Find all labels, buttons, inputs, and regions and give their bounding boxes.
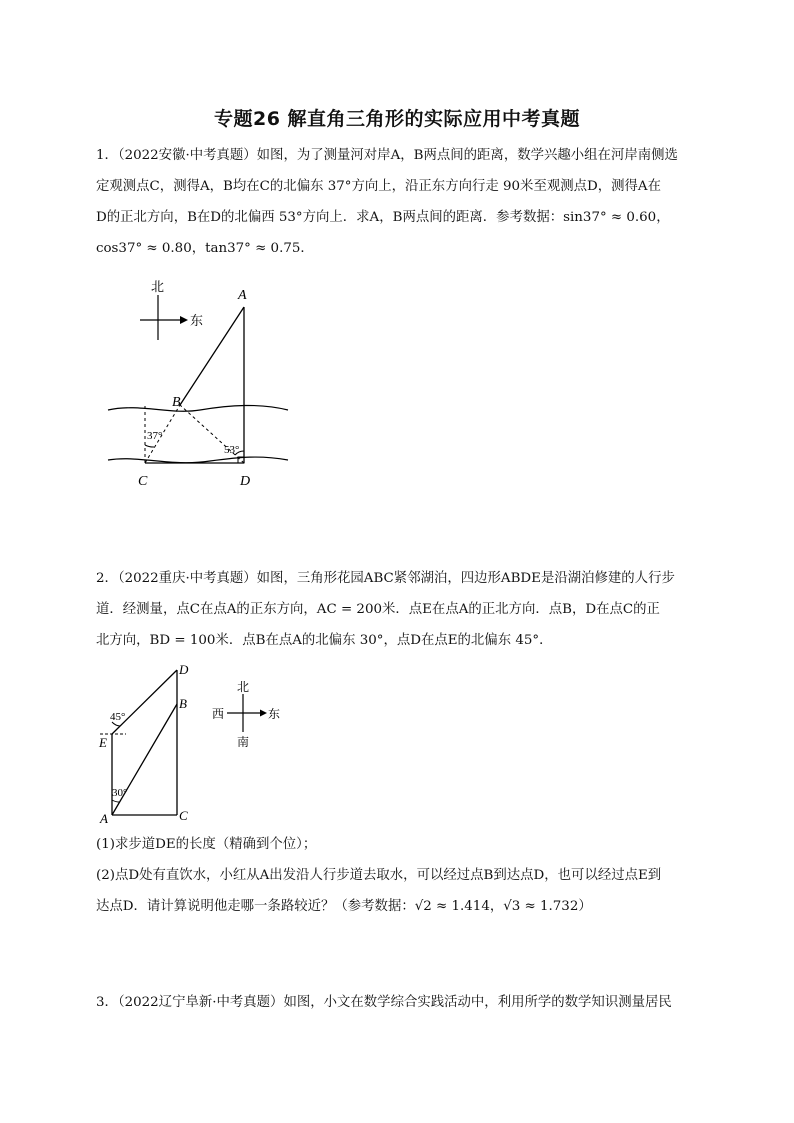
label-east: 东: [268, 707, 281, 721]
q1-line-1: 1．（2022安徽·中考真题）如图，为了测量河对岸A，B两点间的距离，数学兴趣小组在河岸南侧选: [96, 148, 678, 163]
label-west: 西: [212, 707, 225, 721]
river-bank-north: [108, 405, 288, 411]
label-south: 南: [237, 735, 250, 749]
label-c: C: [179, 808, 188, 823]
q1-line-4: cos37° ≈ 0.80，tan37° ≈ 0.75．: [96, 241, 314, 256]
q2-sub-1: (1)求步道DE的长度（精确到个位）；: [96, 837, 317, 852]
label-c: C: [138, 474, 148, 489]
page-title: 专题26 解直角三角形的实际应用中考真题: [213, 108, 581, 130]
label-angle-53: 53°: [224, 444, 240, 456]
question-2-subquestions: [96, 829, 696, 922]
label-d: D: [179, 662, 189, 677]
q2-line-2: 道．经测量，点C在点A的正东方向，AC = 200米．点E在点A的正北方向．点B，D在点C的正: [96, 602, 660, 617]
angle-arc-c: [145, 445, 154, 447]
label-a: A: [100, 811, 108, 826]
label-b: B: [179, 696, 187, 711]
label-east: 东: [190, 313, 204, 328]
q2-sub-2-line-2: 达点D．请计算说明他走哪一条路较近？（参考数据：√2 ≈ 1.414，√3 ≈ 1.732）: [96, 899, 592, 914]
question-3-text: [96, 987, 696, 1018]
label-a: A: [238, 288, 247, 303]
q2-sub-2-line-1: (2)点D处有直饮水，小红从A出发沿人行步道去取水，可以经过点B到达点D，也可以经过点E到: [96, 868, 662, 883]
q1-line-3: D的正北方向，B在D的北偏西 53°方向上．求A，B两点间的距离．参考数据：sin37° ≈ 0.60，: [96, 210, 670, 225]
label-b: B: [172, 395, 181, 410]
question-1-figure: [100, 275, 300, 495]
question-1-text: [96, 140, 696, 264]
question-2-figure: [90, 660, 310, 828]
label-north: 北: [151, 279, 165, 294]
label-angle-37: 37°: [147, 430, 163, 442]
label-d: D: [240, 474, 251, 489]
q2-line-1: 2．（2022重庆·中考真题）如图，三角形花园ABC紧邻湖泊，四边形ABDE是沿湖泊修建的人行步: [96, 571, 675, 586]
compass-arrow-icon: [180, 316, 188, 324]
label-north: 北: [237, 680, 250, 694]
compass-arrow-icon: [260, 710, 267, 717]
question-2-text: [96, 563, 696, 656]
line-ed: [112, 670, 177, 734]
label-angle-45: 45°: [110, 711, 126, 723]
q1-line-2: 定观测点C，测得A，B均在C的北偏东 37°方向上，沿正东方向行走 90米至观测点D，测得A在: [96, 179, 661, 194]
label-angle-30: 30°: [112, 787, 128, 799]
river-bank-south: [108, 457, 288, 463]
angle-arc-a: [112, 800, 120, 802]
label-e: E: [99, 735, 107, 750]
q2-line-3: 北方向，BD = 100米．点B在点A的北偏东 30°，点D在点E的北偏东 45°．: [96, 633, 553, 648]
q3-line-1: 3．（2022辽宁阜新·中考真题）如图，小文在数学综合实践活动中，利用所学的数学知识测量居民: [96, 995, 672, 1010]
